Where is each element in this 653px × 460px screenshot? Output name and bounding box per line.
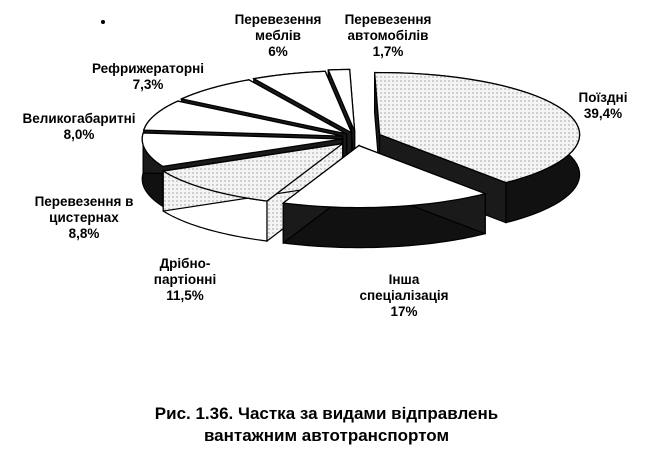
slice-value: 7,3% (132, 77, 164, 92)
caption-line-1: Рис. 1.36. Частка за видами відправлень (154, 404, 499, 423)
slice-name: цистернах (49, 210, 119, 225)
slice-value: 8,0% (63, 127, 95, 142)
slice-value: 8,8% (68, 226, 100, 241)
figure-caption (60, 403, 593, 447)
slice-label-velykogabarytni (10, 111, 148, 143)
slice-value: 1,7% (372, 44, 404, 59)
slice-name: автомобілів (347, 28, 429, 43)
slice-label-refryzheratorni (82, 61, 214, 93)
slice-name: партіонні (153, 272, 217, 287)
slice-label-mebli (228, 12, 328, 60)
slice-name: Перевезення (234, 12, 322, 27)
slice-name: Рефрижераторні (91, 61, 205, 76)
slice-name: Поїздні (578, 90, 628, 105)
slice-name: спеціалізація (359, 288, 449, 303)
slice-label-insha (340, 272, 468, 320)
slice-name: Інша (388, 272, 420, 287)
slice-value: 39,4% (583, 106, 623, 121)
slice-value: 17% (390, 304, 418, 319)
slice-name: Дрібно- (159, 256, 211, 271)
slice-name: Перевезення в (34, 194, 134, 209)
slice-value: 6% (268, 44, 288, 59)
slice-name: Перевезення (344, 12, 432, 27)
scan-speck (101, 20, 105, 24)
slice-label-dribnopartionni (130, 256, 240, 304)
caption-line-2: вантажним автотранспортом (203, 426, 450, 445)
slice-name: Великогабаритні (22, 111, 136, 126)
slice-label-tsysterny (14, 194, 154, 242)
slice-name: меблів (255, 28, 301, 43)
slice-label-poizdni (558, 90, 648, 122)
slice-value: 11,5% (166, 288, 204, 303)
slice-label-avtomobili (336, 12, 440, 60)
